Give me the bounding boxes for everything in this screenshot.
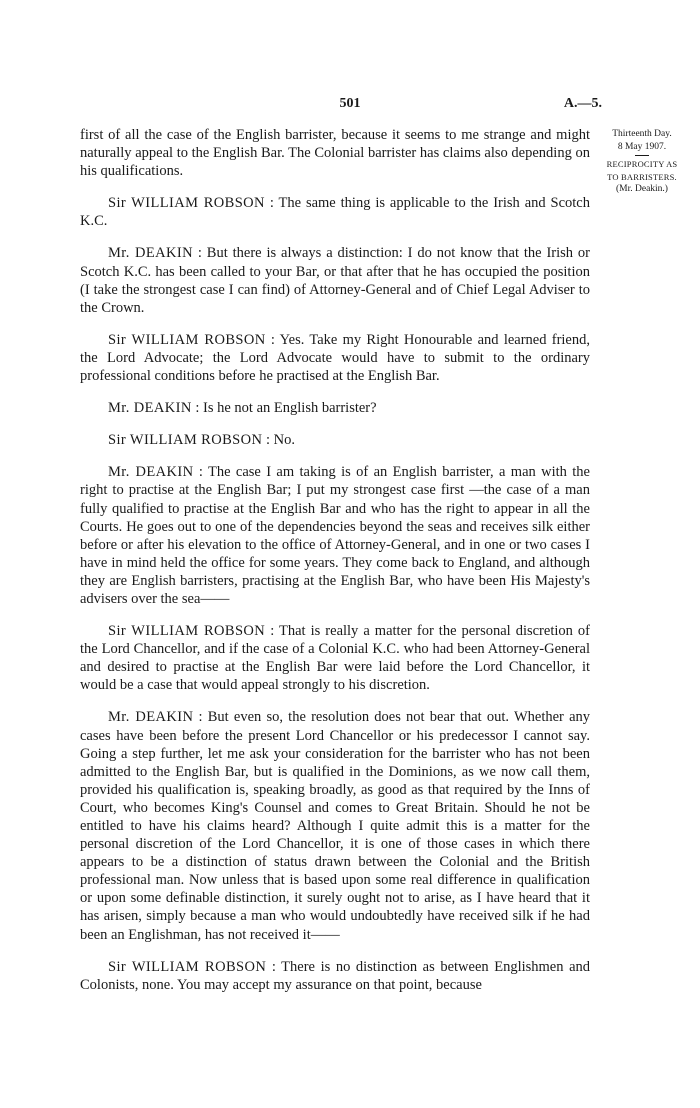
margin-day: Thirteenth Day. bbox=[612, 129, 672, 139]
margin-topic-line2: TO BARRISTERS. bbox=[607, 171, 677, 182]
paragraph bbox=[80, 431, 590, 449]
margin-speaker: (Mr. Deakin.) bbox=[616, 184, 668, 194]
speaker-name: Sir WILLIAM ROBSON bbox=[108, 331, 266, 348]
paragraph bbox=[80, 331, 590, 385]
paragraph bbox=[80, 126, 590, 180]
paragraph bbox=[80, 244, 590, 316]
paragraph bbox=[80, 708, 590, 943]
speaker-name: Sir WILLIAM ROBSON bbox=[108, 195, 265, 212]
page-number: 501 bbox=[339, 96, 361, 111]
paragraph-text: : The case I am taking is of an English barrister, a man with the right to practise at the English Bar; I put my strongest case first —the case of a man fully qualified to practise at the English Bar and who has the right to appear in all the Courts. He goes out to one of the dependencies beyond the seas and receives silk either before or after his elevation to the office of Attorney-General, and in one or two cases I have in mind held the office for some years. They come back to England, and although they are English barristers, practising at the English Bar, who have been His Majesty's advisers over the sea—— bbox=[80, 464, 590, 607]
speaker-name: Mr. DEAKIN bbox=[108, 245, 193, 262]
paragraph bbox=[80, 463, 590, 608]
margin-topic-line1: RECIPROCITY AS bbox=[606, 159, 678, 169]
speaker-name: Sir WILLIAM ROBSON bbox=[108, 432, 263, 449]
paragraph-text: : Is he not an English barrister? bbox=[195, 400, 377, 417]
speaker-name: Mr. DEAKIN bbox=[108, 464, 194, 481]
paragraph-text: : No. bbox=[265, 432, 295, 449]
margin-notes bbox=[604, 128, 680, 196]
paragraph-text: : The same thing is applicable to the Irish and Scotch K.C. bbox=[80, 195, 590, 230]
speaker-name: Mr. DEAKIN bbox=[108, 709, 194, 726]
speaker-name: Mr. DEAKIN bbox=[108, 400, 192, 417]
paragraph-text: first of all the case of the English barrister, because it seems to me strange and might naturally appeal to the English Bar. The Colonial barrister has claims also depending on his qualifications. bbox=[80, 127, 590, 180]
paragraph bbox=[80, 622, 590, 694]
paragraph-text: : Yes. Take my Right Honourable and learned friend, the Lord Advocate; the Lord Advocate would have to submit to the ordinary professional conditions before he practised at the English Bar. bbox=[80, 331, 590, 385]
speaker-name: Sir WILLIAM ROBSON bbox=[108, 623, 266, 640]
paragraph-text: : But even so, the resolution does not bear that out. Whether any cases have been before the present Lord Chancellor or his predecessor I cannot say. Going a step further, let me ask your consideration for the barrister who has not been admitted to the English Bar, but is qualified in the Dominions, as we now call them, provided his qualification is, speaking broadly, as good as that required by the Inns of Court, who becomes King's Counsel and comes to Great Britain. Should he not be entitled to have his claims heard? Although I quite admit this is a matter for the personal discretion of the Lord Chancellor, it is one of those cases in which there appears to be a distinction of status drawn between the Colonial and the British professional man. Now unless that is based upon some real difference in qualification or upon some definable distinction, it surely ought not to arise, as I have heard that it has arisen, simply because a man who would undoubtedly have received silk if he had been an Englishman, has not received it—— bbox=[80, 709, 591, 943]
paragraph bbox=[80, 958, 590, 994]
paragraph bbox=[80, 399, 590, 417]
body-text bbox=[80, 126, 590, 1008]
paragraph-text: : But there is always a distinction: I do not know that the Irish or Scotch K.C. has been called to your Bar, or that after that he has occupied the position (I take the strongest case I can find) of Attorney-General and of Chief Legal Adviser to the Crown. bbox=[80, 245, 590, 316]
speaker-name: Sir WILLIAM ROBSON bbox=[108, 958, 267, 975]
paragraph-text: : There is no distinction as between Englishmen and Colonists, none. You may accept my assurance on that point, because bbox=[80, 958, 591, 993]
margin-divider bbox=[635, 155, 649, 156]
paragraph-text: : That is really a matter for the personal discretion of the Lord Chancellor, and if the case of a Colonial K.C. who had been Attorney-General and desired to practise at the English Bar were laid before the Lord Chancellor, it would be a case that would appeal strongly to his discretion. bbox=[80, 623, 590, 694]
margin-date: 8 May 1907. bbox=[617, 141, 667, 152]
section-label: A.—5. bbox=[563, 96, 602, 111]
paragraph bbox=[80, 194, 590, 230]
